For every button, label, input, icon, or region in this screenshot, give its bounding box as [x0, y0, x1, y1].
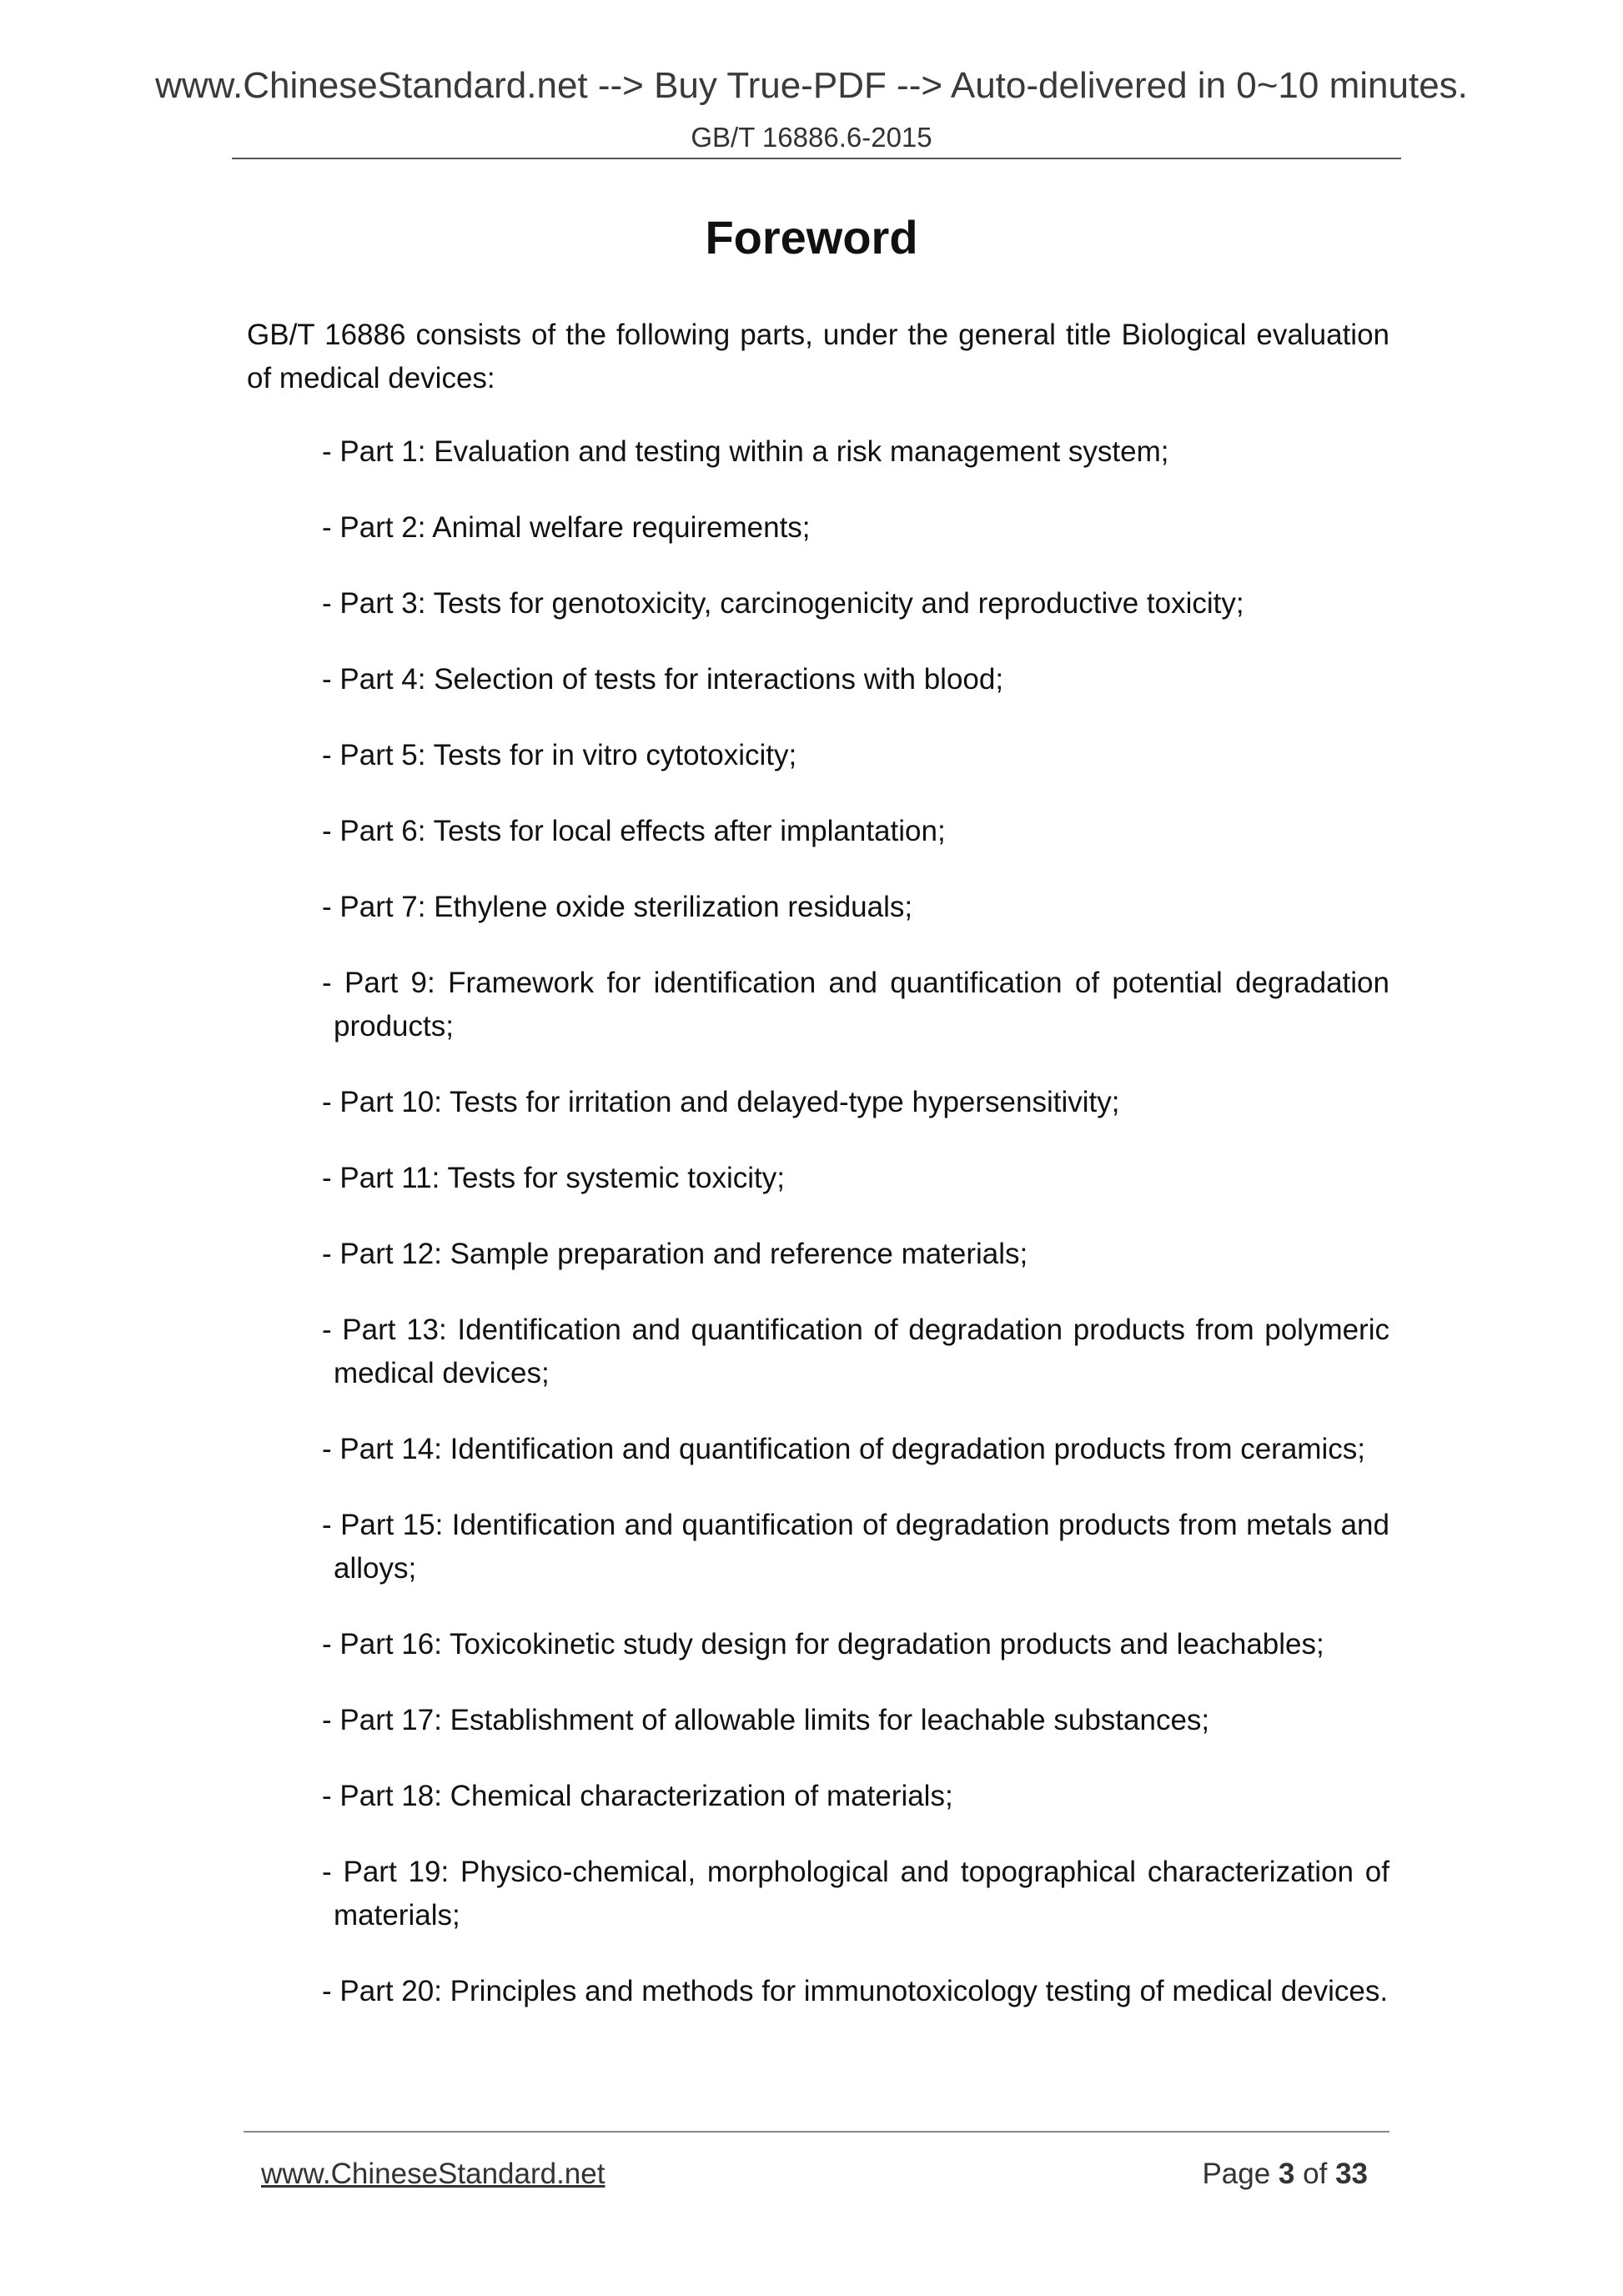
list-item-text: - Part 12: Sample preparation and reference materials; — [322, 1238, 1028, 1270]
list-item — [247, 1699, 1389, 1742]
list-item-text: - Part 2: Animal welfare requirements; — [322, 511, 811, 544]
list-item — [247, 962, 1389, 1048]
page-title: Foreword — [705, 211, 918, 264]
page-total: 33 — [1335, 2158, 1368, 2190]
footer-website-link[interactable]: www.ChineseStandard.net — [261, 2158, 605, 2190]
list-item-text: - Part 3: Tests for genotoxicity, carcinogenicity and reproductive toxicity; — [322, 587, 1244, 620]
intro-paragraph: GB/T 16886 consists of the following parts, under the general title Biological evaluation of medical devices: — [247, 319, 1389, 394]
list-item-text: - Part 5: Tests for in vitro cytotoxicity; — [322, 739, 797, 771]
parts-list — [247, 430, 1389, 2046]
list-item — [247, 1623, 1389, 1666]
list-item — [247, 1428, 1389, 1471]
list-item — [247, 1775, 1389, 1818]
list-item — [247, 1081, 1389, 1124]
list-item-text: - Part 4: Selection of tests for interactions with blood; — [322, 663, 1004, 696]
list-item — [247, 506, 1389, 550]
list-item — [247, 810, 1389, 853]
list-item-text: - Part 14: Identification and quantification of degradation products from ceramics; — [322, 1433, 1365, 1465]
page-of-label: of — [1303, 2158, 1328, 2190]
page-current: 3 — [1278, 2158, 1295, 2190]
list-item — [247, 1504, 1389, 1590]
footer-divider — [244, 2131, 1389, 2133]
list-item — [247, 1970, 1389, 2013]
document-code: GB/T 16886.6-2015 — [691, 122, 932, 153]
list-item-text: - Part 7: Ethylene oxide sterilization residuals; — [322, 891, 913, 923]
list-item-text: - Part 9: Framework for identification and quantification of potential degradation products; — [322, 967, 1389, 1042]
list-item — [247, 886, 1389, 929]
header-divider — [232, 158, 1401, 159]
list-item-text: - Part 19: Physico-chemical, morphological and topographical characterization of materials; — [322, 1856, 1389, 1932]
list-item — [247, 658, 1389, 701]
page-number — [1201, 2158, 1368, 2191]
list-item-text: - Part 20: Principles and methods for immunotoxicology testing of medical devices. — [322, 1975, 1389, 2007]
list-item-text: - Part 15: Identification and quantification of degradation products from metals and alloys; — [322, 1509, 1389, 1585]
list-item — [247, 582, 1389, 625]
list-item — [247, 734, 1389, 777]
list-item-text: - Part 11: Tests for systemic toxicity; — [322, 1162, 785, 1194]
list-item — [247, 1851, 1389, 1937]
list-item-text: - Part 13: Identification and quantification of degradation products from polymeric medical devices; — [322, 1314, 1389, 1389]
list-item-text: - Part 6: Tests for local effects after implantation; — [322, 815, 946, 847]
list-item-text: - Part 1: Evaluation and testing within a risk management system; — [322, 435, 1169, 468]
list-item — [247, 1157, 1389, 1200]
list-item-text: - Part 16: Toxicokinetic study design for degradation products and leachables; — [322, 1628, 1324, 1660]
list-item-text: - Part 10: Tests for irritation and delayed-type hypersensitivity; — [322, 1086, 1120, 1118]
list-item-text: - Part 17: Establishment of allowable limits for leachable substances; — [322, 1704, 1210, 1736]
page-label: Page — [1202, 2158, 1271, 2190]
list-item — [247, 1309, 1389, 1395]
list-item — [247, 1233, 1389, 1276]
header-banner[interactable]: www.ChineseStandard.net --> Buy True-PDF --> Auto-delivered in 0~10 minutes. — [155, 65, 1468, 106]
list-item — [247, 430, 1389, 474]
list-item-text: - Part 18: Chemical characterization of materials; — [322, 1780, 953, 1812]
